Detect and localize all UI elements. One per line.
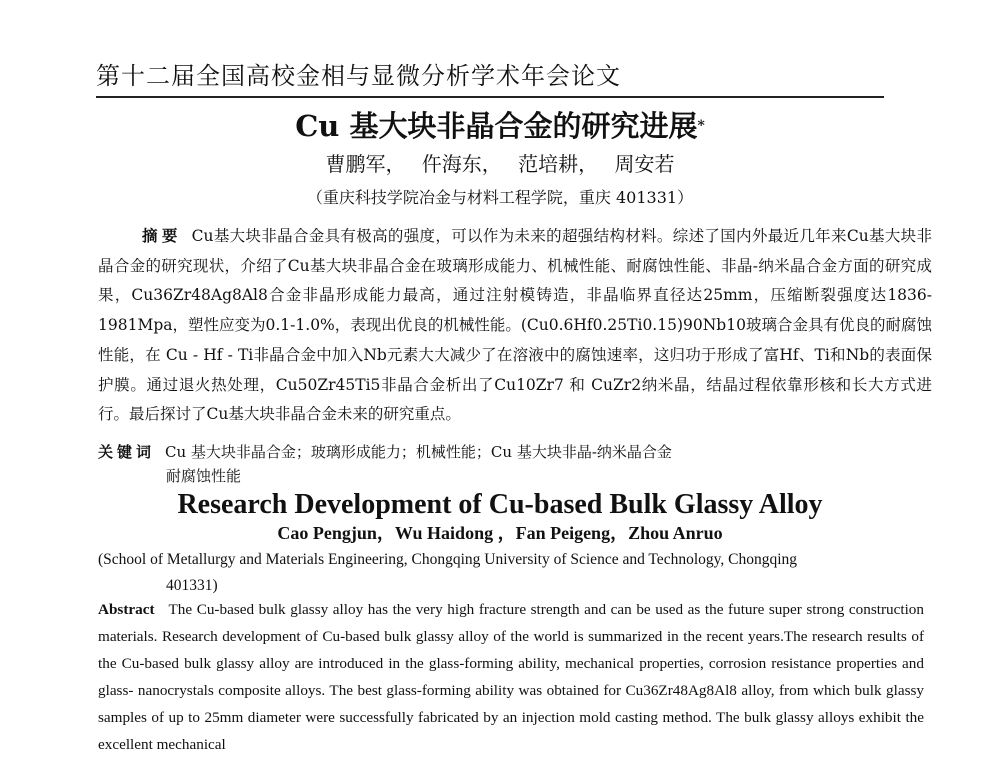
- chinese-abstract-label: 摘要: [142, 226, 182, 245]
- chinese-title: [0, 106, 1000, 146]
- chinese-keywords-line1: Cu 基大块非晶合金；玻璃形成能力；机械性能；Cu 基大块非晶-纳米晶合金: [165, 443, 672, 461]
- chinese-keywords-line2: 耐腐蚀性能: [166, 467, 242, 485]
- english-authors: Cao Pengjun，Wu Haidong ，Fan Peigeng，Zhou Anruo: [277, 523, 723, 543]
- chinese-affiliation: （重庆科技学院冶金与材料工程学院，重庆 401331）: [306, 188, 694, 207]
- chinese-title-text: Cu 基大块非晶合金的研究进展: [295, 109, 698, 143]
- english-title: Research Development of Cu-based Bulk Glassy Alloy: [177, 489, 823, 520]
- conference-header: 第十二届全国高校金相与显微分析学术年会论文: [96, 58, 884, 98]
- title-footnote-mark: *: [697, 118, 705, 134]
- english-affiliation-line1: (School of Metallurgy and Materials Engineering, Chongqing University of Science and Technology, Chongqing: [98, 551, 798, 568]
- chinese-keywords: [98, 441, 932, 464]
- english-affiliation-line2: 401331): [166, 577, 218, 594]
- chinese-authors: 曹鹏军， 仵海东， 范培耕， 周安若: [325, 152, 675, 176]
- english-abstract: [98, 596, 924, 758]
- chinese-keywords-label: 关键词: [98, 443, 156, 461]
- chinese-abstract-text: Cu基大块非晶合金具有极高的强度，可以作为未来的超强结构材料。综述了国内外最近几年来Cu基大块非晶合金的研究现状，介绍了Cu基大块非晶合金在玻璃形成能力、机械性能、耐腐蚀性能、非晶-纳米晶合金方面的研究成果，Cu36Zr48Ag8Al8合金非晶形成能力最高，通过注射模铸造，非晶临界直径达25mm，压缩断裂强度达1836-1981Mpa，塑性应变为0.1-1.0%，表现出优良的机械性能。(Cu0.6Hf0.25Ti0.15)90Nb10玻璃合金具有优良的耐腐蚀性能，在 Cu - Hf - Ti非晶合金中加入Nb元素大大减少了在溶液中的腐蚀速率，这归功于形成了富Hf、Ti和Nb的表面保护膜。通过退火热处理，Cu50Zr45Ti5非晶合金析出了Cu10Zr7 和 CuZr2纳米晶，结晶过程依靠形核和长大方式进行。最后探讨了Cu基大块非晶合金未来的研究重点。: [98, 227, 932, 424]
- chinese-abstract: [98, 221, 932, 430]
- english-abstract-label: Abstract: [98, 601, 155, 618]
- english-affiliation: [98, 547, 924, 599]
- english-abstract-text: The Cu-based bulk glassy alloy has the very high fracture strength and can be used as the future super strong construction materials. Research development of Cu-based bulk glassy alloy of the world is summarized in the recent years.The research results of the Cu-based bulk glassy alloy are introduced in the glass-forming ability, mechanical properties, corrosion resistance properties and glass- nanocrystals composite alloys. The best glass-forming ability was obtained for Cu36Zr48Ag8Al8 alloy, from which bulk glassy samples of up to 25mm diameter were successfully fabricated by an injection mold casting method. The bulk glassy alloys exhibit the excellent mechanical: [98, 601, 924, 753]
